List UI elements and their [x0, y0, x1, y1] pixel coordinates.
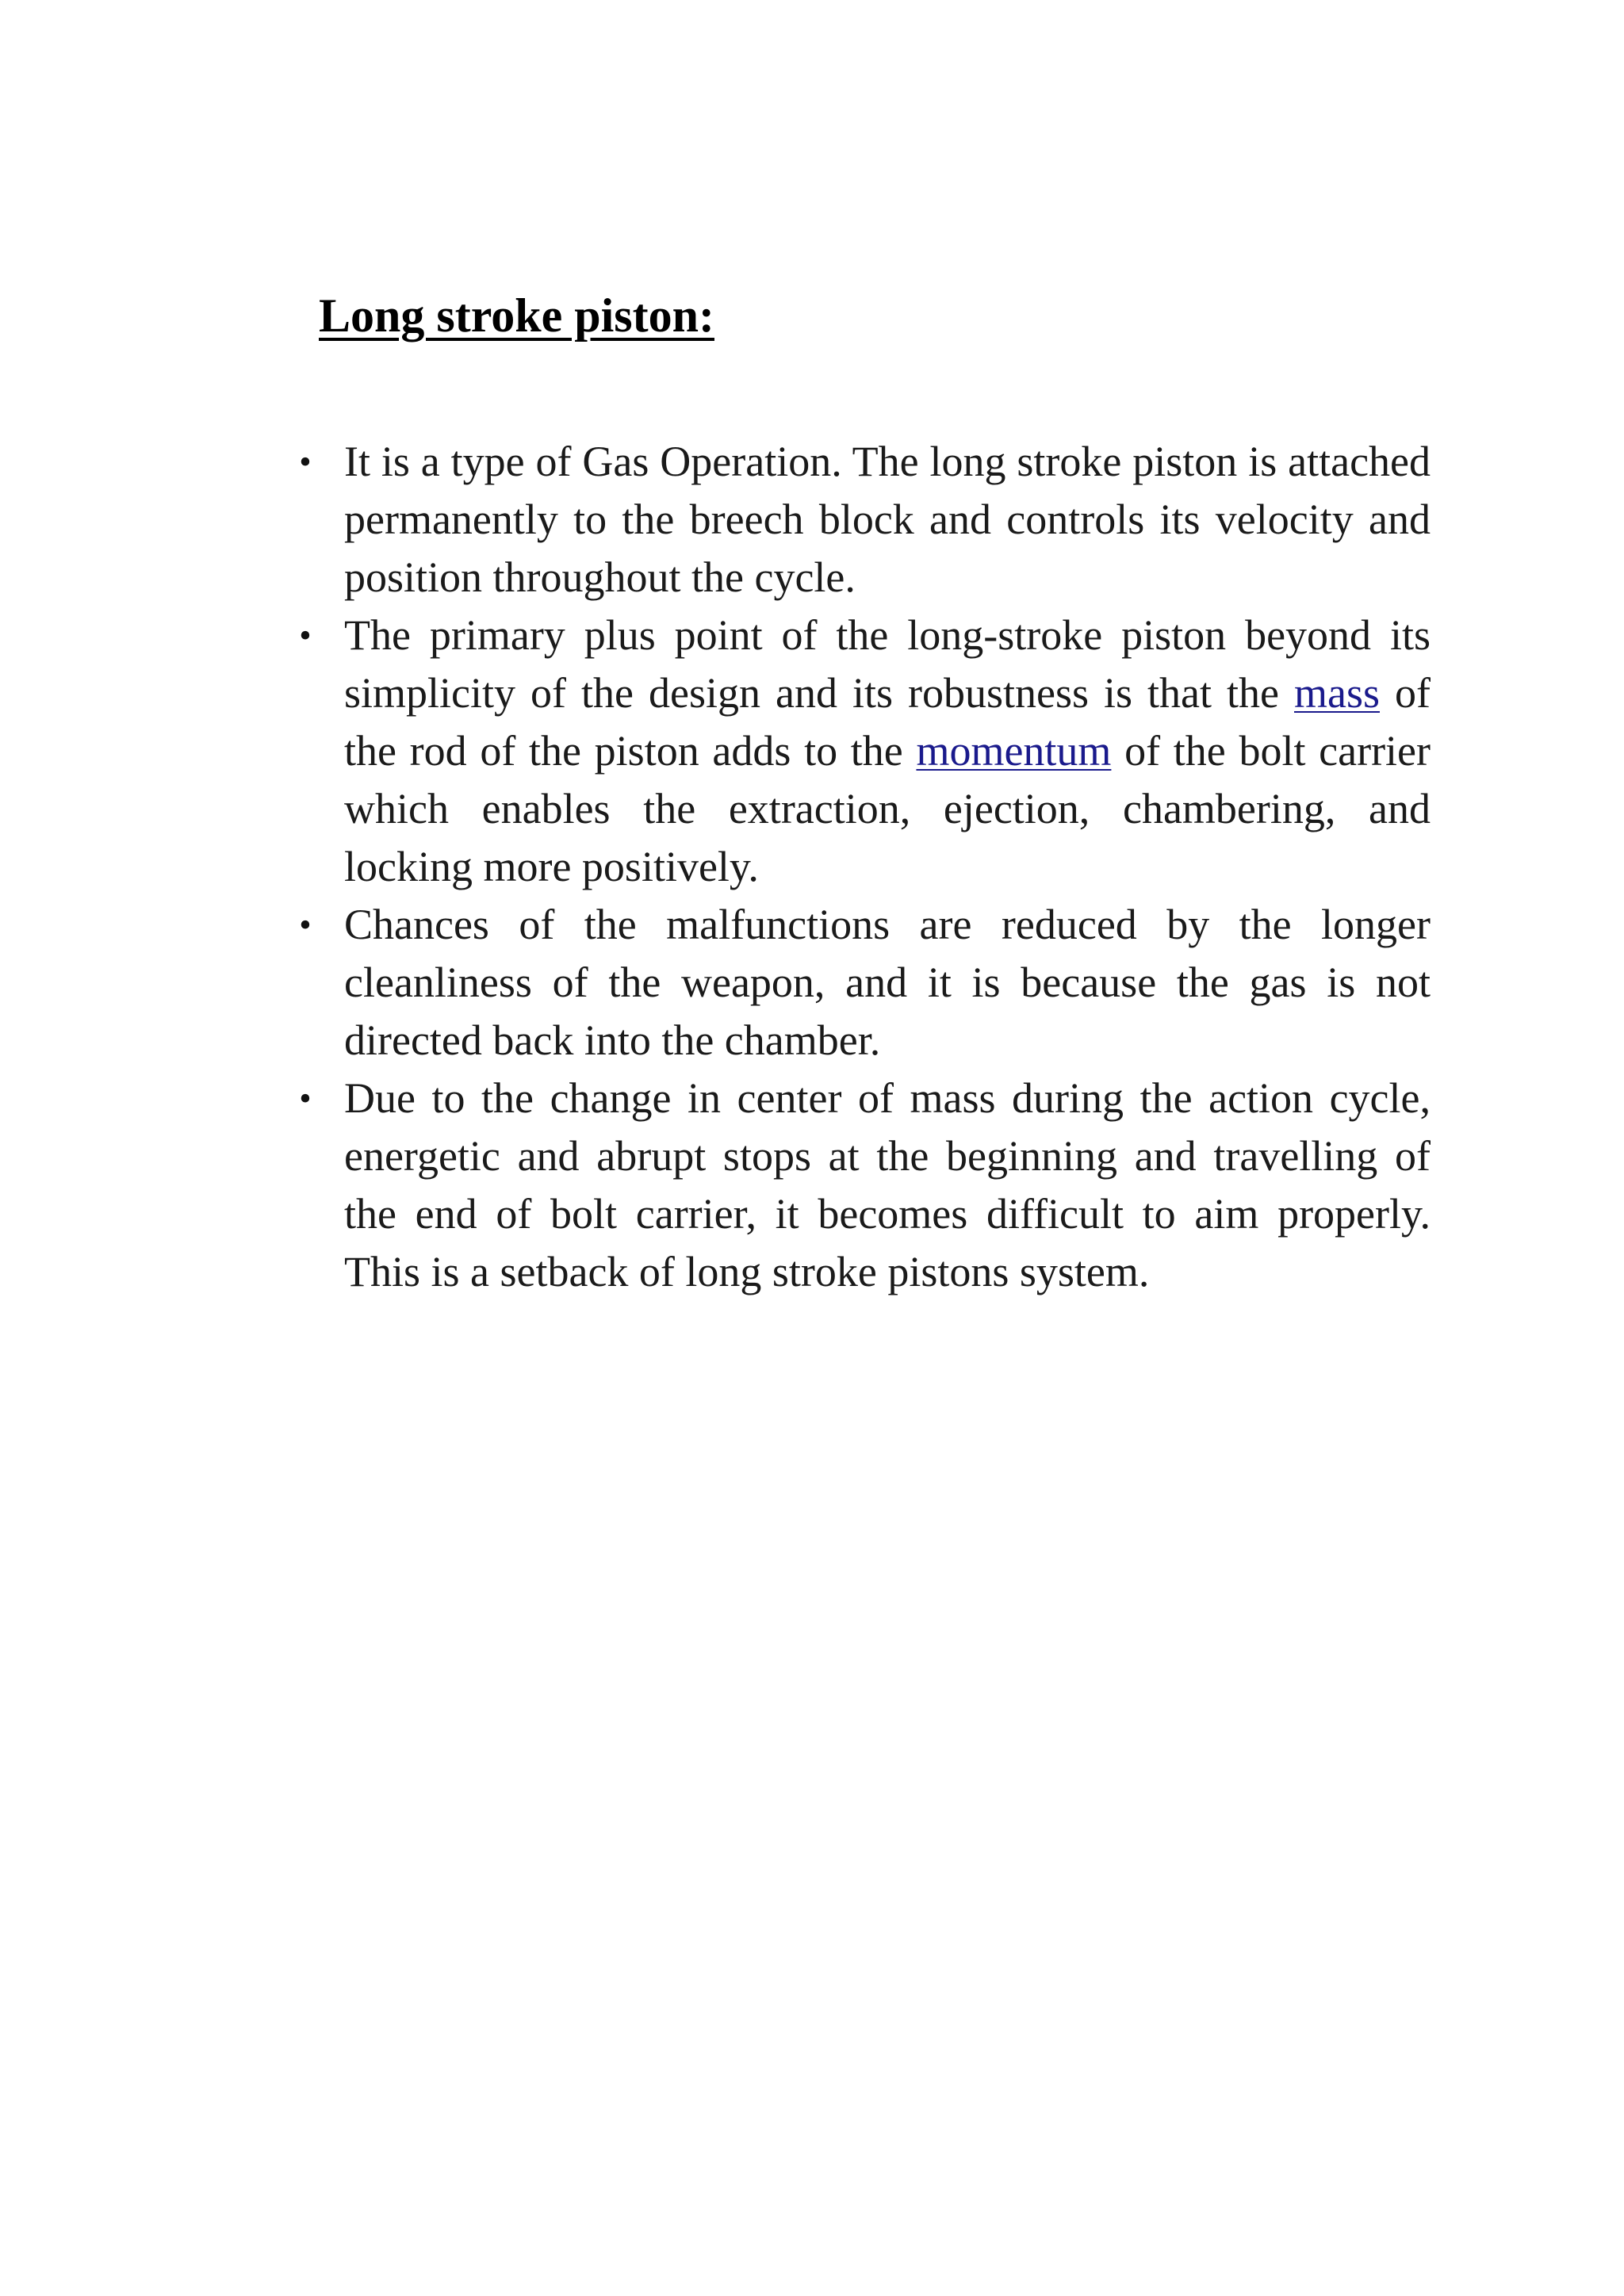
bullet-text-malfunctions: Chances of the malfunctions are reduced by the longer cleanliness of the weapon, and it is because the gas is not directed back into the chamber. [344, 901, 1431, 1064]
bullet-icon: • [299, 616, 312, 655]
bullet-list [293, 433, 1431, 1301]
bullet-icon: • [299, 905, 312, 944]
list-item [293, 433, 1431, 607]
list-item [293, 1070, 1431, 1301]
section-heading: Long stroke piston: [319, 289, 714, 342]
bullet-icon: • [299, 442, 312, 481]
bullet-text-gas-operation: It is a type of Gas Operation. The long stroke piston is attached permanently to the breech block and controls its velocity and position throughout the cycle. [344, 438, 1431, 601]
list-item [293, 896, 1431, 1070]
list-item [293, 607, 1431, 896]
bullet-text-segment: of the bolt carrier which enables the extraction, ejection, chambering, and locking more positively. [344, 727, 1431, 890]
bullet-icon: • [299, 1079, 312, 1118]
mass-link[interactable]: mass [1294, 669, 1380, 717]
bullet-text-segment: The primary plus point of the long-stroke piston beyond its simplicity of the design and its robustness is that the [344, 611, 1431, 717]
bullet-text-center-of-mass: Due to the change in center of mass during the action cycle, energetic and abrupt stops at the beginning and travelling of the end of bolt carrier, it becomes difficult to aim properly. This is a setback of long stroke pistons system. [344, 1074, 1431, 1295]
momentum-link[interactable]: momentum [916, 727, 1112, 775]
bullet-text-primary-plus-point [344, 611, 1431, 890]
bullet-text-segment: of the rod of the piston adds to the [344, 669, 1431, 775]
